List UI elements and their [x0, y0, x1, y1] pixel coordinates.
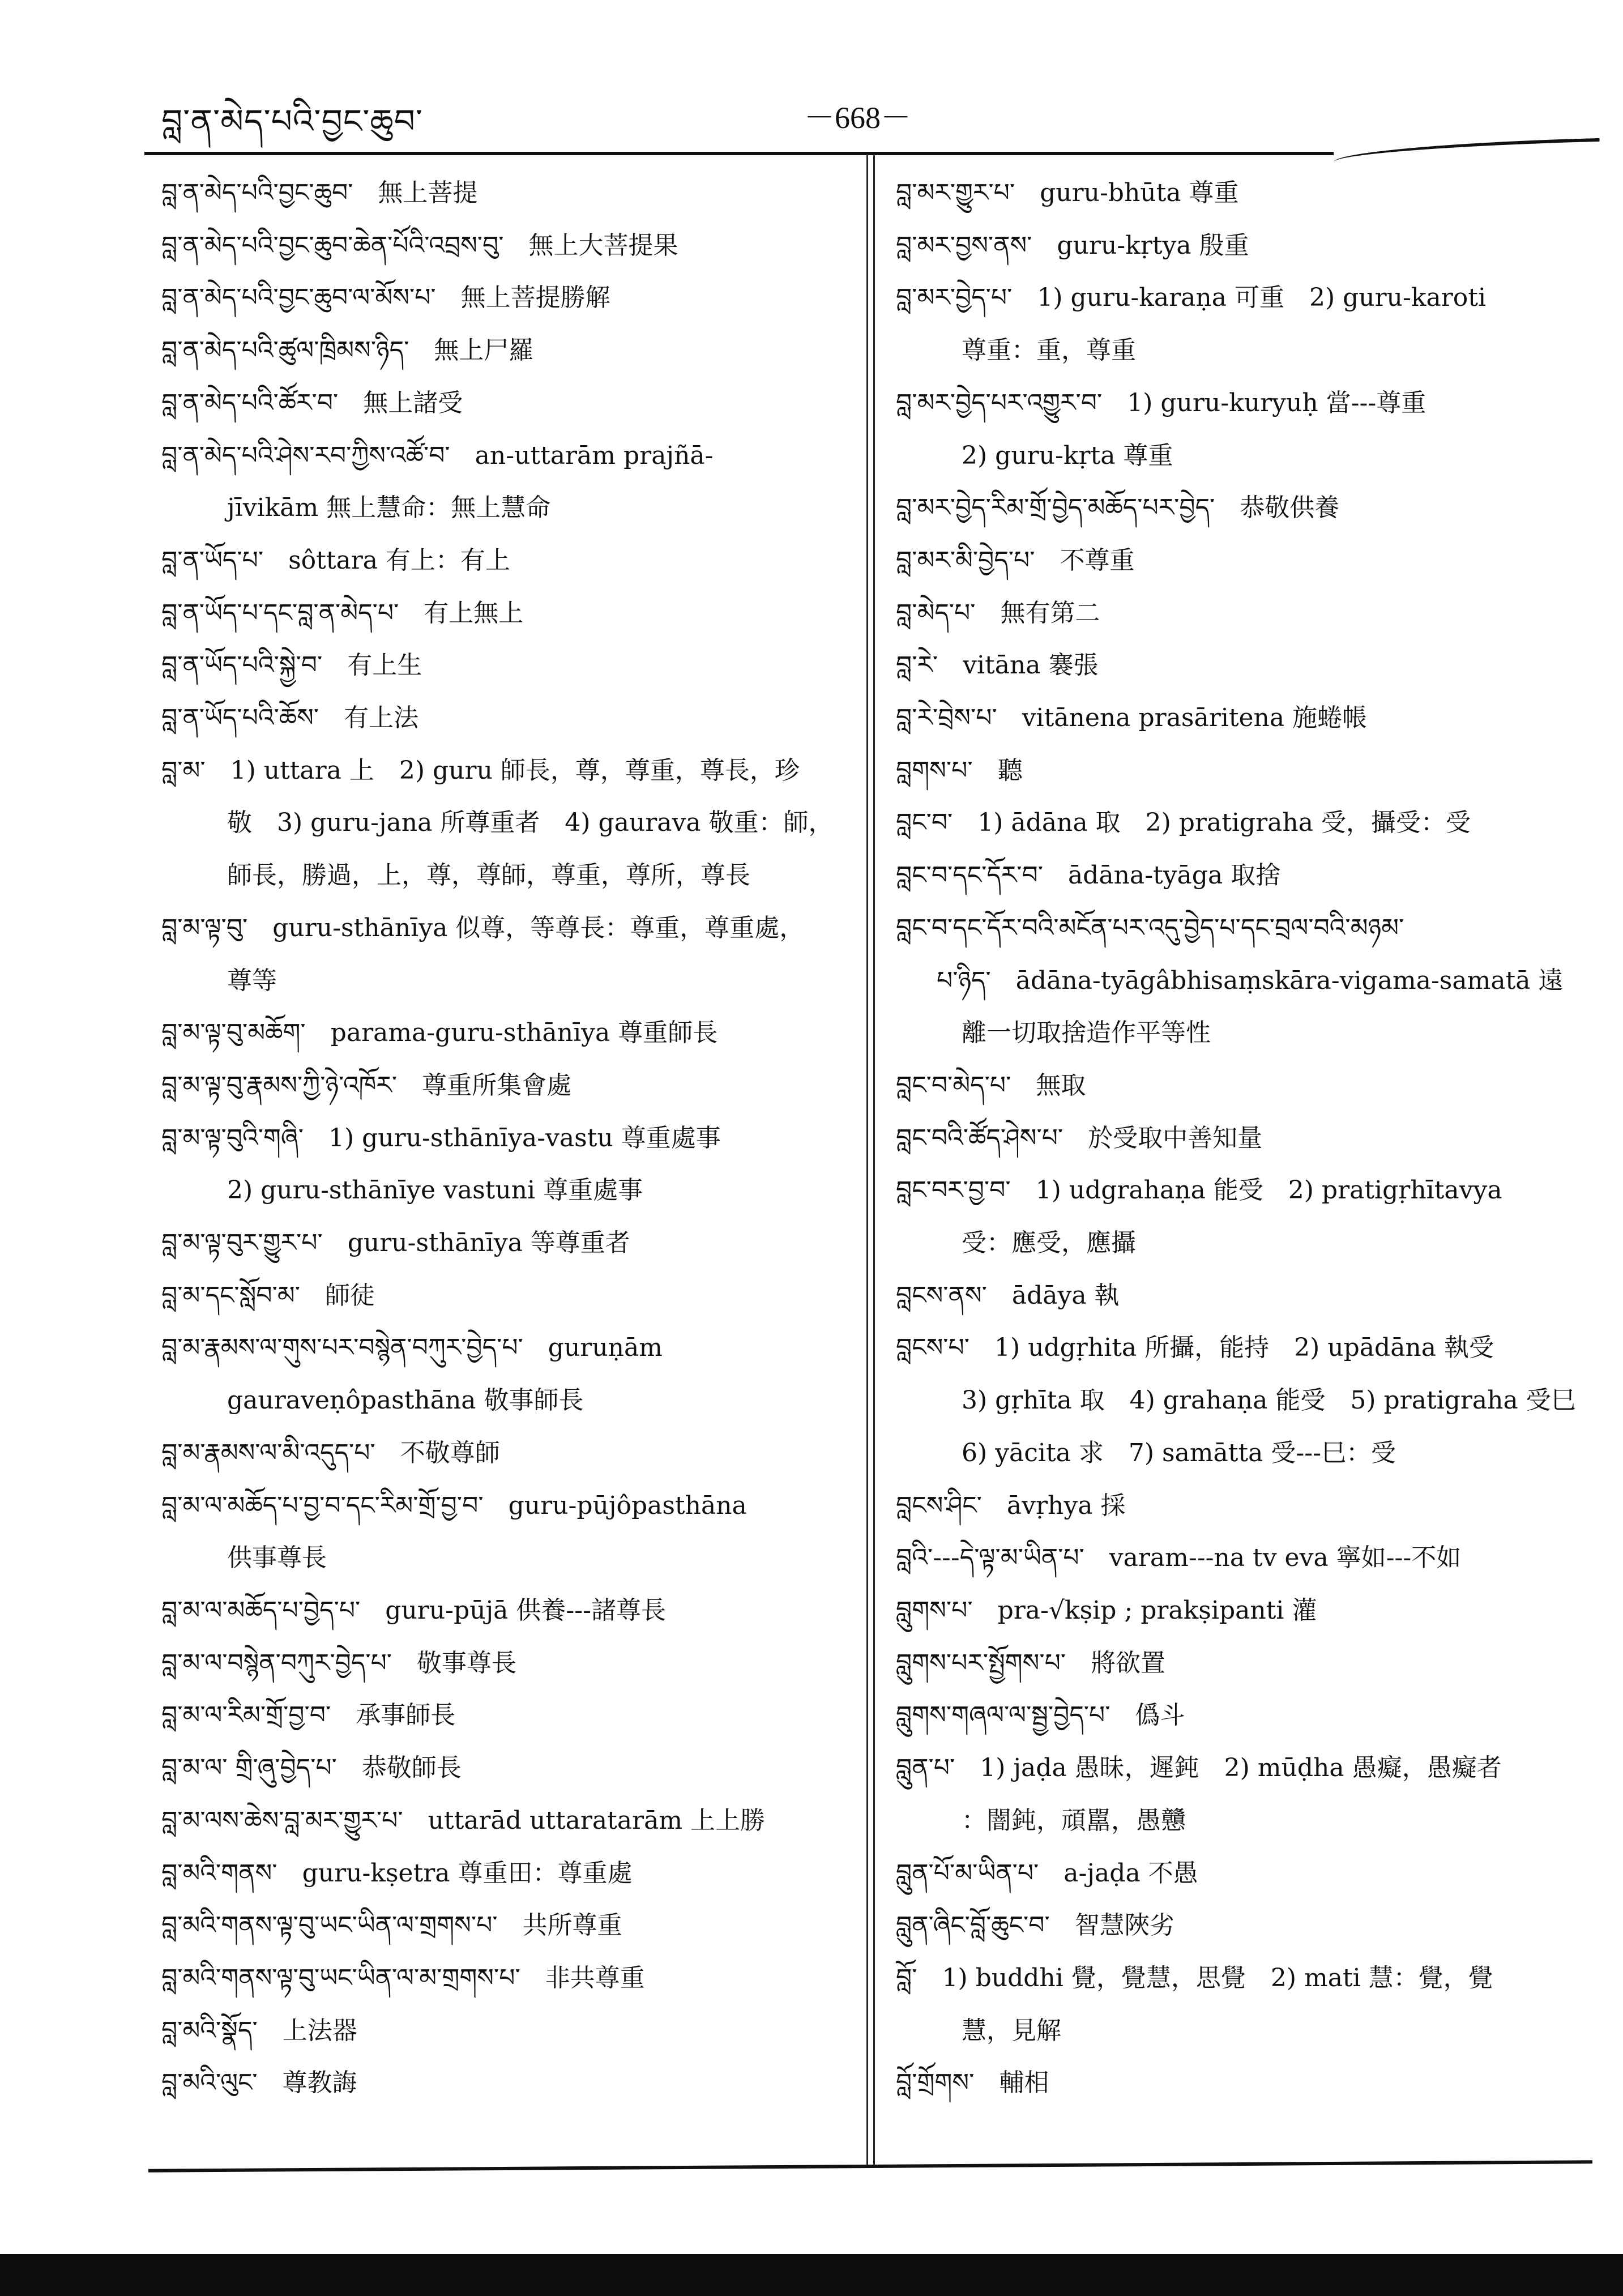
entry-gloss: 非共尊重 — [545, 1963, 645, 1992]
entry-gloss: ādāna-tyāga 取捨 — [1067, 861, 1281, 890]
dictionary-entry — [896, 639, 1587, 692]
entry-headword: བླ་མར་བྱས་ནས་ — [896, 231, 1032, 260]
right-column — [896, 167, 1587, 2110]
dictionary-entry — [896, 1795, 1587, 1847]
dictionary-entry — [161, 1270, 852, 1322]
dictionary-entry — [896, 1689, 1587, 1742]
entry-gloss: guru-bhūta 尊重 — [1040, 178, 1239, 207]
entry-headword: བླ་མའི་གནས་ལྟ་བུ་ཡང་ཡིན་ལ་མ་གྲགས་པ་ — [161, 1963, 520, 1992]
entry-gloss: jīvikām 無上慧命：無上慧命 — [227, 493, 551, 523]
entry-gloss: 僞斗 — [1135, 1701, 1185, 1730]
entry-gloss: 受：應受，應攝 — [962, 1228, 1136, 1258]
entry-gloss: 有上生 — [347, 651, 422, 680]
entry-gloss: 尊重所集會處 — [422, 1070, 572, 1100]
dictionary-entry — [161, 1585, 852, 1637]
entry-gloss: 無有第二 — [1000, 598, 1100, 628]
bottom-rule — [148, 2160, 1592, 2173]
entry-headword: པ་ཉིད་ — [937, 966, 991, 995]
entry-gloss: 2) guru-sthānīye vastuni 尊重處事 — [227, 1176, 643, 1205]
dictionary-entry — [161, 1164, 852, 1217]
dictionary-entry — [161, 535, 852, 587]
entry-gloss: guru-kṛtya 殷重 — [1057, 231, 1249, 260]
entry-headword: བླ་མར་བྱེད་པར་འགྱུར་བ་ — [896, 388, 1103, 417]
entry-gloss: 承事師長 — [356, 1701, 456, 1730]
dictionary-entry — [161, 1689, 852, 1742]
entry-headword: བླ་མར་བྱེད་རིམ་གྲོ་བྱེད་མཆོད་པར་བྱེད་ — [896, 493, 1215, 523]
entry-gloss: 將欲置 — [1091, 1648, 1166, 1678]
dictionary-entry — [896, 1585, 1587, 1637]
entry-headword: བླང་བའི་ཚོད་ཤེས་པ་ — [896, 1123, 1064, 1153]
entry-gloss: 1) udgṛhita 所攝，能持 2) upādāna 執受 — [994, 1333, 1494, 1363]
dictionary-entry — [161, 1742, 852, 1795]
entry-headword: བླངས་པ་ — [896, 1333, 969, 1363]
entry-gloss: 1) uttara 上 2) guru 師長，尊，尊重，尊長，珍 — [230, 756, 800, 785]
dictionary-entry — [896, 1060, 1587, 1112]
entry-headword: བླགས་པ་ — [896, 756, 973, 785]
entry-headword: བླ་མའི་གནས་ — [161, 1858, 277, 1888]
entry-gloss: 敬 3) guru-jana 所尊重者 4) gaurava 敬重：師， — [227, 808, 834, 838]
entry-gloss: 不敬尊師 — [400, 1438, 500, 1467]
entry-headword: བླ་མ་ལྟ་བུའི་གཞི་ — [161, 1123, 304, 1153]
entry-gloss: 2) guru-kṛta 尊重 — [962, 441, 1173, 470]
entry-gloss: 1) buddhi 覺，覺慧，思覺 2) mati 慧：覺，覺 — [942, 1963, 1493, 1992]
dictionary-entry — [161, 1112, 852, 1165]
entry-headword: བླ་རེ་བྲེས་པ་ — [896, 703, 997, 733]
dictionary-entry — [896, 955, 1587, 1008]
dictionary-entry — [896, 1007, 1587, 1060]
entry-headword: བླ་མའི་ལུང་ — [161, 2068, 258, 2098]
dictionary-entry — [161, 639, 852, 692]
entry-gloss: 輔相 — [999, 2068, 1049, 2098]
entry-gloss: 無上菩提勝解 — [460, 283, 610, 313]
entry-headword: བླུགས་གཞལ་ལ་སྦྱ་བྱེད་པ་ — [896, 1701, 1111, 1730]
entry-headword: བླ་མ་ — [161, 756, 206, 785]
entry-headword: བླ་མའི་གནས་ལྟ་བུ་ཡང་ཡིན་ལ་གྲགས་པ་ — [161, 1911, 498, 1940]
entry-gloss: guruṇām — [548, 1333, 663, 1363]
entry-gloss: 恭敬供養 — [1240, 493, 1340, 523]
entry-headword: བླ་མར་གྱུར་པ་ — [896, 178, 1015, 207]
dictionary-entry — [161, 587, 852, 640]
entry-headword: བླ་མའི་སྣོད་ — [161, 2016, 258, 2045]
entry-headword: བླ་ན་མེད་པའི་བྱང་ཆུབ་ — [161, 178, 353, 207]
entry-gloss: 有上無上 — [424, 598, 524, 628]
entry-headword: བླུགས་པར་སྤྱོགས་པ་ — [896, 1648, 1066, 1678]
entry-headword: བླུན་པོ་མ་ཡིན་པ་ — [896, 1858, 1039, 1888]
entry-gloss: 3) gṛhīta 取 4) grahaṇa 能受 5) pratigraha 受巳 — [962, 1386, 1576, 1415]
dictionary-entry — [161, 1795, 852, 1847]
dictionary-entry — [896, 325, 1587, 377]
entry-headword: བླ་མ་ལ་བསྙེན་བཀུར་བྱེད་པ་ — [161, 1648, 392, 1678]
entry-gloss: 敬事尊長 — [417, 1648, 517, 1678]
entry-gloss: 有上法 — [344, 703, 419, 733]
entry-gloss: 無取 — [1036, 1070, 1086, 1100]
entry-headword: བླ་མ་ལ་མཆོད་པ་བྱ་བ་དང་རིམ་གྲོ་བྱ་བ་ — [161, 1491, 484, 1520]
dictionary-entry — [896, 1270, 1587, 1322]
column-divider — [866, 154, 868, 2167]
entry-gloss: guru-pūjôpasthāna — [508, 1491, 747, 1520]
entry-gloss: varam---na tv eva 寧如---不如 — [1109, 1543, 1462, 1573]
entry-headword: བླ་ན་ཡོད་པ་ — [161, 545, 264, 575]
entry-gloss: an-uttarām prajñā- — [475, 441, 714, 470]
entry-gloss: 無上大菩提果 — [528, 231, 678, 260]
entry-headword: བླང་བ་མེད་པ་ — [896, 1070, 1011, 1100]
page-number: －668－ — [804, 101, 911, 135]
entry-headword: བླངས་ཤིང་ — [896, 1491, 982, 1520]
entry-gloss: 尊教誨 — [282, 2068, 357, 2098]
dictionary-entry — [161, 1007, 852, 1060]
dictionary-entry — [161, 955, 852, 1008]
entry-headword: བློ་ — [896, 1963, 917, 1992]
dictionary-entry — [161, 1637, 852, 1690]
entry-gloss: gauraveṇôpasthāna 敬事師長 — [227, 1386, 584, 1415]
dictionary-entry — [161, 1322, 852, 1375]
entry-gloss: ādāna-tyāgâbhisaṃskāra-vigama-samatā 遠 — [1015, 966, 1564, 995]
dictionary-entry — [161, 325, 852, 377]
left-column — [161, 167, 852, 2110]
entry-gloss: 聽 — [997, 756, 1023, 785]
entry-headword: བློ་གྲོགས་ — [896, 2068, 975, 2098]
entry-gloss: 無上菩提 — [378, 178, 478, 207]
entry-headword: བླ་མ་རྣམས་ལ་གུས་པར་བསྙེན་བཀུར་བྱེད་པ་ — [161, 1333, 523, 1363]
dictionary-entry — [161, 482, 852, 535]
entry-headword: བླ་རེ་ — [896, 651, 938, 680]
entry-gloss: sôttara 有上：有上 — [288, 545, 511, 575]
dictionary-entry — [161, 1480, 852, 1533]
entry-headword: བླ་མ་ལྟ་བུ་མཆོག་ — [161, 1018, 306, 1048]
entry-headword: བླ་མེད་པ་ — [896, 598, 976, 628]
top-rule — [144, 152, 1334, 155]
scan-edge-band — [0, 2254, 1623, 2296]
entry-headword: བླུན་ཞིང་བློ་ཆུང་བ་ — [896, 1911, 1050, 1940]
dictionary-entry — [896, 2005, 1587, 2058]
dictionary-entry — [896, 1480, 1587, 1533]
entry-headword: བླ་མ་ལྟ་བུ་ — [161, 913, 248, 942]
entry-gloss: 無上尸羅 — [434, 336, 534, 365]
entry-gloss: 6) yācita 求 7) samātta 受---巳：受 — [962, 1438, 1396, 1467]
entry-headword: བླུན་པ་ — [896, 1753, 955, 1783]
entry-gloss: guru-sthānīya 似尊，等尊長：尊重，尊重處， — [272, 913, 805, 942]
entry-headword: བླ་ན་མེད་པའི་ཚོར་བ་ — [161, 388, 339, 417]
entry-headword: བླུགས་པ་ — [896, 1595, 973, 1625]
entry-headword: བླ་མ་ལ་མཆོད་པ་བྱེད་པ་ — [161, 1595, 361, 1625]
dictionary-entry — [896, 167, 1587, 220]
entry-gloss: 1) jaḍa 愚昧，遲鈍 2) mūḍha 愚癡，愚癡者 — [980, 1753, 1502, 1783]
entry-headword: བླ་མར་མི་བྱེད་པ་ — [896, 545, 1035, 575]
entry-headword: བླངས་ནས་ — [896, 1281, 987, 1310]
entry-headword: བླང་བ་དང་དོར་བ་ — [896, 861, 1043, 890]
entry-gloss: āvṛhya 採 — [1006, 1491, 1126, 1520]
dictionary-entry — [161, 1900, 852, 1952]
entry-gloss: guru-kṣetra 尊重田：尊重處 — [302, 1858, 633, 1888]
entry-headword: བླ་མར་བྱེད་པ་ — [896, 283, 1013, 313]
entry-gloss: 尊等 — [227, 966, 277, 995]
dictionary-entry — [161, 1847, 852, 1900]
entry-headword: བླ་ན་མེད་པའི་བྱང་ཆུབ་ལ་མོས་པ་ — [161, 283, 436, 313]
entry-gloss: guru-pūjā 供養---諸尊長 — [385, 1595, 667, 1625]
dictionary-entry — [896, 587, 1587, 640]
dictionary-entry — [896, 1217, 1587, 1270]
entry-headword: བླ་མ་དང་སློབ་མ་ — [161, 1281, 300, 1310]
dictionary-entry — [896, 535, 1587, 587]
entry-gloss: vitāna 褰張 — [963, 651, 1099, 680]
dictionary-entry — [896, 482, 1587, 535]
dictionary-entry — [161, 167, 852, 220]
dictionary-entry — [161, 377, 852, 430]
dictionary-entry — [896, 272, 1587, 325]
dictionary-entry — [161, 1952, 852, 2005]
dictionary-entry — [161, 902, 852, 955]
entry-gloss: 1) udgrahaṇa 能受 2) pratigṛhītavya — [1035, 1176, 1502, 1205]
entry-headword: བླང་བ་ — [896, 808, 953, 838]
entry-gloss: 智慧陜劣 — [1074, 1911, 1174, 1940]
entry-gloss: pra-√kṣip ; prakṣipanti 灌 — [997, 1595, 1317, 1625]
dictionary-entry — [896, 1164, 1587, 1217]
running-head: བླ་ན་མེད་པའི་བྱང་ཆུབ་ — [161, 102, 424, 140]
dictionary-entry — [896, 430, 1587, 483]
entry-gloss: 師徒 — [324, 1281, 375, 1310]
entry-gloss: guru-sthānīya 等尊重者 — [347, 1228, 630, 1258]
entry-headword: བླ་ན་མེད་པའི་ཤེས་རབ་ཀྱིས་འཚོ་བ་ — [161, 441, 450, 470]
dictionary-entry — [896, 377, 1587, 430]
entry-headword: བླ་ན་ཡོད་པའི་སྐྱེ་བ་ — [161, 651, 323, 680]
entry-gloss: 供事尊長 — [227, 1543, 327, 1573]
entry-gloss: ādāya 執 — [1011, 1281, 1120, 1310]
entry-headword: བླ་མ་ལས་ཆེས་བླ་མར་གྱུར་པ་ — [161, 1806, 403, 1835]
dictionary-entry — [896, 1637, 1587, 1690]
dictionary-entry — [161, 430, 852, 483]
dictionary-entry — [161, 2005, 852, 2058]
entry-gloss: 1) guru-kuryuḥ 當---尊重 — [1127, 388, 1426, 417]
entry-headword: བླང་བ་དང་དོར་བའི་མངོན་པར་འདུ་བྱེད་པ་དང་བྲལ་བའི་མཉམ་ — [896, 913, 1404, 942]
dictionary-entry — [896, 1375, 1587, 1427]
entry-gloss: uttarād uttaratarām 上上勝 — [428, 1806, 766, 1835]
entry-gloss: 1) guru-sthānīya-vastu 尊重處事 — [328, 1123, 721, 1153]
dictionary-entry — [896, 1322, 1587, 1375]
dictionary-entry — [896, 745, 1587, 797]
entry-gloss: vitānena prasāritena 施蜷帳 — [1022, 703, 1368, 733]
dictionary-entry — [896, 797, 1587, 850]
dictionary-entry — [161, 745, 852, 797]
entry-gloss: 不尊重 — [1060, 545, 1135, 575]
entry-headword: བླ་ན་མེད་པའི་ཚུལ་ཁྲིམས་ཉིད་ — [161, 336, 409, 365]
entry-headword: བླ་མ་ལ་རིམ་གྲོ་བྱ་བ་ — [161, 1701, 331, 1730]
dictionary-entry — [161, 797, 852, 850]
top-rule-curve — [1334, 138, 1600, 162]
entry-gloss: 1) ādāna 取 2) pratigraha 受，攝受：受 — [977, 808, 1471, 838]
dictionary-entry — [896, 1112, 1587, 1165]
dictionary-entry — [161, 1532, 852, 1585]
dictionary-entry — [896, 692, 1587, 745]
dictionary-entry — [896, 902, 1587, 955]
entry-gloss: 師長，勝過，上，尊，尊師，尊重，尊所，尊長 — [227, 861, 750, 890]
dictionary-entry — [896, 1532, 1587, 1585]
dictionary-entry — [161, 272, 852, 325]
dictionary-entry — [896, 2057, 1587, 2110]
dictionary-entry — [896, 220, 1587, 272]
entry-headword: བླ་མ་ལ་ གྲི་ཞུ་བྱེད་པ་ — [161, 1753, 337, 1783]
dictionary-entry — [161, 850, 852, 902]
entry-gloss: 尊重：重，尊重 — [962, 336, 1136, 365]
entry-gloss: 無上諸受 — [363, 388, 463, 417]
dictionary-entry — [896, 1742, 1587, 1795]
dictionary-entry — [896, 850, 1587, 902]
column-divider — [873, 154, 875, 2167]
dictionary-entry — [161, 2057, 852, 2110]
entry-headword: བླ་ན་ཡོད་པ་དང་བླ་ན་མེད་པ་ — [161, 598, 399, 628]
dictionary-entry — [896, 1427, 1587, 1480]
entry-gloss: 離一切取捨造作平等性 — [962, 1018, 1211, 1048]
entry-headword: བླ་ན་མེད་པའི་བྱང་ཆུབ་ཆེན་པོའི་འབྲས་བུ་ — [161, 231, 504, 260]
dictionary-entry — [161, 1217, 852, 1270]
entry-gloss: 共所尊重 — [522, 1911, 622, 1940]
entry-gloss: a-jaḍa 不愚 — [1064, 1858, 1198, 1888]
entry-gloss: 於受取中善知量 — [1088, 1123, 1263, 1153]
entry-gloss: 上法器 — [282, 2016, 357, 2045]
dictionary-entry — [161, 1427, 852, 1480]
entry-gloss: 恭敬師長 — [361, 1753, 462, 1783]
entry-headword: བླའི་---དེ་ལྟ་མ་ཡིན་པ་ — [896, 1543, 1084, 1573]
entry-gloss: 1) guru-karaṇa 可重 2) guru-karoti — [1037, 283, 1487, 313]
entry-headword: བླ་མ་རྣམས་ལ་མི་འདུད་པ་ — [161, 1438, 375, 1467]
dictionary-entry — [896, 1847, 1587, 1900]
entry-headword: བླ་མ་ལྟ་བུར་གྱུར་པ་ — [161, 1228, 323, 1258]
entry-headword: བླང་བར་བྱ་བ་ — [896, 1176, 1011, 1205]
entry-gloss: ：闇鈍，頑嚚，愚戇 — [962, 1806, 1186, 1835]
dictionary-entry — [161, 220, 852, 272]
dictionary-entry — [896, 1952, 1587, 2005]
dictionary-entry — [161, 1375, 852, 1427]
entry-gloss: 慧，見解 — [962, 2016, 1061, 2045]
entry-headword: བླ་ན་ཡོད་པའི་ཆོས་ — [161, 703, 319, 733]
dictionary-entry — [896, 1900, 1587, 1952]
dictionary-entry — [161, 692, 852, 745]
entry-gloss: parama-guru-sthānīya 尊重師長 — [330, 1018, 718, 1048]
dictionary-entry — [161, 1060, 852, 1112]
entry-headword: བླ་མ་ལྟ་བུ་རྣམས་ཀྱི་ཉེ་འཁོར་ — [161, 1070, 398, 1100]
